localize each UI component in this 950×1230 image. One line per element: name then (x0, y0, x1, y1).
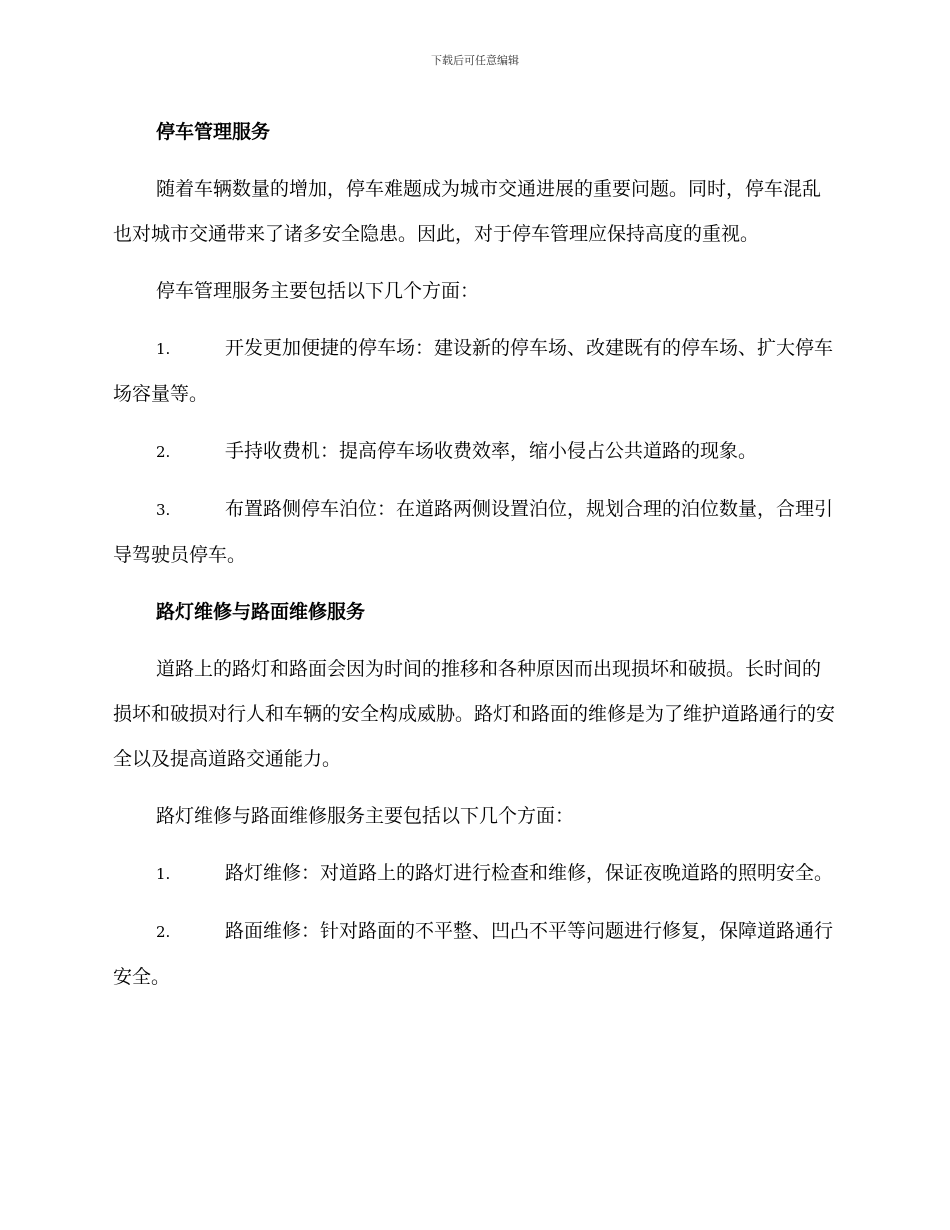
paragraph: 停车管理服务主要包括以下几个方面： (156, 280, 480, 302)
section-heading-lighting: 路灯维修与路面维修服务 (156, 601, 366, 623)
page-header: 下载后可任意编辑 (431, 54, 519, 67)
list-item-text: 布置路侧停车泊位：在道路两侧设置泊位，规划合理的泊位数量，合理引导驾驶员停车。 (113, 498, 834, 566)
list-item (113, 487, 835, 578)
list-item-number: 1. (156, 865, 171, 883)
paragraph: 路灯维修与路面维修服务主要包括以下几个方面： (156, 805, 575, 827)
list-item-text: 路灯维修：对道路上的路灯进行检查和维修，保证夜晚道路的照明安全。 (225, 862, 834, 884)
list-item (113, 909, 835, 1000)
section-heading-parking: 停车管理服务 (156, 121, 271, 143)
paragraph: 随着车辆数量的增加，停车难题成为城市交通进展的重要问题。同时，停车混乱也对城市交通带来了诸多安全隐患。因此，对于停车管理应保持高度的重视。 (113, 178, 822, 245)
list-item-text: 路面维修：针对路面的不平整、凹凸不平等问题进行修复，保障道路通行安全。 (113, 920, 834, 988)
list-item (113, 326, 835, 417)
list-item-number: 1. (156, 340, 171, 358)
document-body (113, 110, 835, 1012)
list-item (113, 851, 835, 897)
list-item-number: 2. (156, 923, 171, 941)
list-item-number: 2. (156, 443, 171, 461)
paragraph: 道路上的路灯和路面会因为时间的推移和各种原因而出现损坏和破损。长时间的损坏和破损对行人和车辆的安全构成威胁。路灯和路面的维修是为了维护道路通行的安全以及提高道路交通能力。 (113, 658, 836, 770)
list-item-text: 开发更加便捷的停车场：建设新的停车场、改建既有的停车场、扩大停车场容量等。 (113, 337, 834, 405)
list-item (113, 429, 835, 475)
list-item-text: 手持收费机：提高停车场收费效率，缩小侵占公共道路的现象。 (225, 440, 758, 462)
list-item-number: 3. (156, 501, 171, 519)
